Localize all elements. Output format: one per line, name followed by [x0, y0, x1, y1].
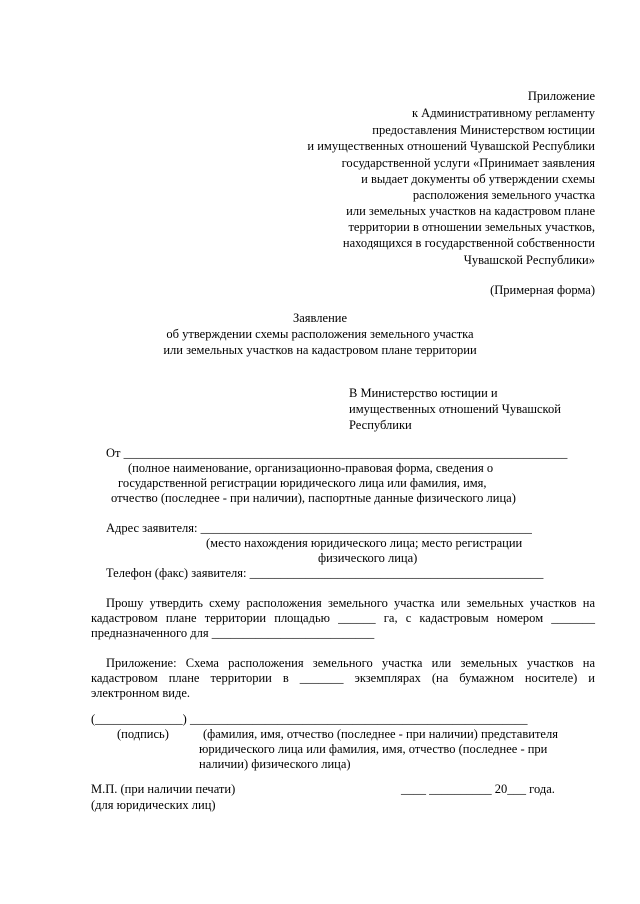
signature-field[interactable]: (______________) ______________________________________________________ [91, 712, 528, 726]
attachment-line: Приложение: Схема расположения земельного участка или земельных участков на [106, 656, 595, 670]
from-field[interactable]: От _______________________________________________________________________ [106, 446, 568, 460]
appendix-line: государственной услуги «Принимает заявления [341, 156, 595, 170]
attachment-line: электронном виде. [91, 686, 190, 700]
title-line: Заявление [292, 311, 347, 325]
request-line: кадастровом плане территории площадью ______ га, с кадастровым номером _______ [91, 611, 595, 625]
appendix-line: предоставления Министерством юстиции [372, 123, 595, 137]
stamp-note: (для юридических лиц) [91, 798, 216, 812]
request-line: предназначенного для __________________________ [91, 626, 375, 640]
appendix-line: находящихся в государственной собственности [342, 236, 595, 250]
phone-field[interactable]: Телефон (факс) заявителя: _______________________________________________ [106, 566, 544, 580]
appendix-line: и имущественных отношений Чувашской Республики [307, 139, 595, 153]
name-hint: юридического лица или фамилия, имя, отчество (последнее - при [199, 742, 548, 756]
appendix-line: территории в отношении земельных участков, [348, 220, 595, 234]
name-hint: наличии) физического лица) [199, 757, 351, 771]
appendix-line: Приложение [527, 89, 595, 103]
address-hint: (место нахождения юридического лица; место регистрации [206, 536, 523, 550]
name-hint: (фамилия, имя, отчество (последнее - при наличии) представителя [203, 727, 558, 741]
form-note: (Примерная форма) [490, 283, 595, 297]
appendix-line: и выдает документы об утверждении схемы [361, 172, 595, 186]
request-line: Прошу утвердить схему расположения земельного участка или земельных участков на [106, 596, 595, 610]
title-line: или земельных участков на кадастровом плане территории [163, 343, 477, 357]
attachment-line: кадастровом плане территории в _______ экземплярах (на бумажном носителе) и [91, 671, 595, 685]
appendix-line: расположения земельного участка [412, 188, 595, 202]
title-line: об утверждении схемы расположения земельного участка [166, 327, 474, 341]
from-hint: государственной регистрации юридического лица или фамилия, имя, [118, 476, 487, 490]
addressee-line: имущественных отношений Чувашской [349, 402, 561, 416]
address-hint: физического лица) [318, 551, 418, 565]
address-field[interactable]: Адрес заявителя: _____________________________________________________ [106, 521, 532, 535]
addressee-line: Республики [349, 418, 412, 432]
addressee-line: В Министерство юстиции и [349, 386, 498, 400]
appendix-line: к Административному регламенту [411, 106, 595, 120]
date-field[interactable]: ____ __________ 20___ года. [401, 782, 555, 796]
from-hint: отчество (последнее - при наличии), паспортные данные физического лица) [111, 491, 516, 505]
appendix-line: Чувашской Республики» [463, 253, 595, 267]
appendix-line: или земельных участков на кадастровом плане [346, 204, 595, 218]
from-hint: (полное наименование, организационно-правовая форма, сведения о [128, 461, 494, 475]
signature-hint: (подпись) [117, 727, 169, 741]
stamp-label: М.П. (при наличии печати) [91, 782, 236, 796]
